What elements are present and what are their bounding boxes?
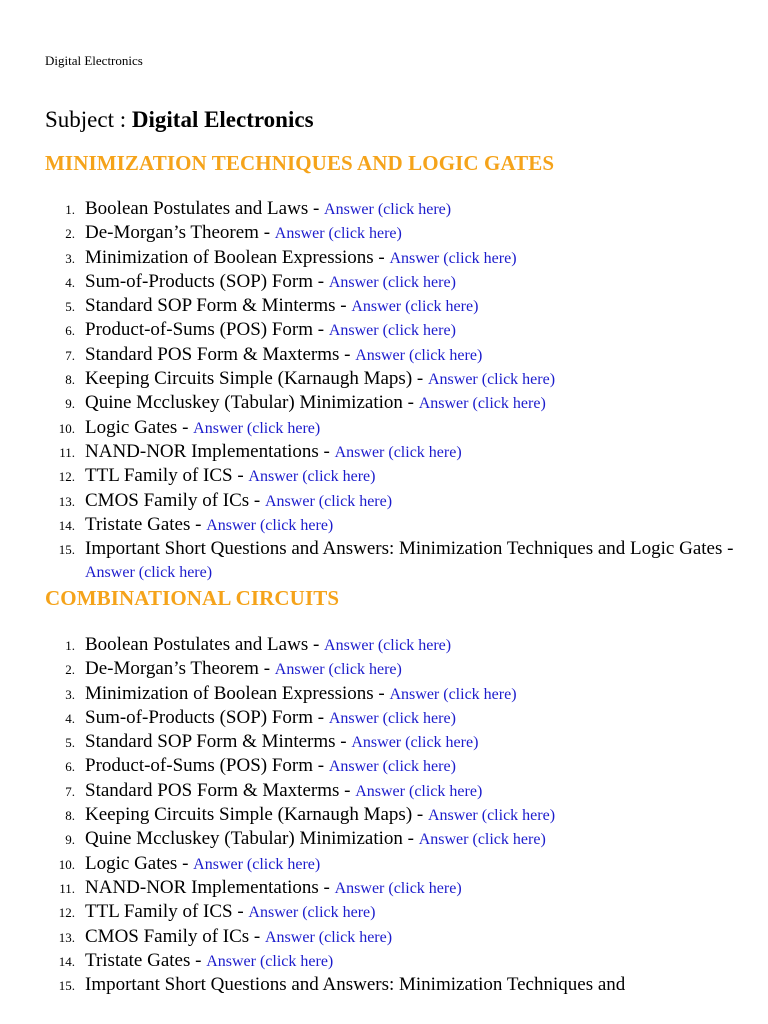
list-item bbox=[45, 827, 745, 851]
topic-title: Standard SOP Form & Minterms - bbox=[85, 731, 352, 753]
answer-link[interactable]: Answer (click here) bbox=[328, 709, 456, 727]
answer-link[interactable]: Answer (click here) bbox=[328, 758, 456, 776]
topic-title: Important Short Questions and Answers: Minimization Techniques and Logic Gates - bbox=[85, 538, 734, 560]
topic-title: CMOS Family of ICs - bbox=[85, 925, 265, 947]
topic-title: Quine Mccluskey (Tabular) Minimization - bbox=[85, 392, 419, 414]
answer-link[interactable]: Answer (click here) bbox=[193, 419, 321, 437]
item-number: 7. bbox=[65, 347, 75, 363]
item-number: 3. bbox=[65, 686, 75, 702]
item-number: 2. bbox=[65, 662, 75, 678]
item-number: 8. bbox=[65, 372, 75, 388]
item-number: 5. bbox=[65, 299, 75, 315]
item-number: 8. bbox=[65, 808, 75, 824]
topic-title: Product-of-Sums (POS) Form - bbox=[85, 755, 329, 777]
answer-link[interactable]: Answer (click here) bbox=[418, 395, 546, 413]
list-item bbox=[45, 973, 745, 996]
list-item bbox=[45, 318, 745, 342]
list-item bbox=[45, 246, 745, 270]
list-item bbox=[45, 876, 745, 900]
answer-link[interactable]: Answer (click here) bbox=[334, 879, 462, 897]
list-item bbox=[45, 416, 745, 440]
item-number: 6. bbox=[65, 323, 75, 339]
list-item bbox=[45, 633, 745, 657]
answer-link[interactable]: Answer (click here) bbox=[328, 273, 456, 291]
item-number: 9. bbox=[65, 396, 75, 412]
list-item bbox=[45, 343, 745, 367]
topic-title: Sum-of-Products (SOP) Form - bbox=[85, 706, 329, 728]
list-item bbox=[45, 949, 745, 973]
topic-title: Tristate Gates - bbox=[85, 513, 207, 535]
list-item bbox=[45, 294, 745, 318]
topic-title: Keeping Circuits Simple (Karnaugh Maps) - bbox=[85, 804, 428, 826]
answer-link[interactable]: Answer (click here) bbox=[355, 782, 483, 800]
topic-title: Sum-of-Products (SOP) Form - bbox=[85, 270, 329, 292]
answer-link[interactable]: Answer (click here) bbox=[427, 807, 556, 825]
item-number: 5. bbox=[65, 735, 75, 751]
item-number: 11. bbox=[59, 880, 75, 896]
section-title: COMBINATIONAL CIRCUITS bbox=[45, 586, 340, 610]
answer-link[interactable]: Answer (click here) bbox=[324, 201, 452, 218]
topic-title: Product-of-Sums (POS) Form - bbox=[85, 319, 329, 341]
list-item bbox=[45, 440, 745, 464]
list-item bbox=[45, 803, 745, 827]
running-header: Digital Electronics bbox=[45, 53, 143, 68]
answer-link[interactable]: Answer (click here) bbox=[355, 346, 483, 364]
answer-link[interactable]: Answer (click here) bbox=[206, 516, 334, 534]
item-number: 13. bbox=[58, 929, 75, 945]
subject-line bbox=[45, 106, 314, 134]
subject-value: Digital Electronics bbox=[131, 107, 314, 132]
item-number: 15. bbox=[58, 978, 75, 994]
list-item bbox=[45, 852, 745, 876]
answer-link[interactable]: Answer (click here) bbox=[274, 661, 402, 679]
list-item bbox=[45, 464, 745, 488]
answer-link[interactable]: Answer (click here) bbox=[351, 298, 479, 316]
topic-title: Quine Mccluskey (Tabular) Minimization - bbox=[85, 828, 419, 850]
item-number: 2. bbox=[65, 226, 75, 242]
item-number: 12. bbox=[58, 905, 75, 921]
section-combinational bbox=[45, 585, 745, 996]
list-item bbox=[45, 367, 745, 391]
answer-link[interactable]: Answer (click here) bbox=[248, 468, 376, 486]
item-number: 4. bbox=[65, 274, 75, 290]
list-item bbox=[45, 730, 745, 754]
answer-link[interactable]: Answer (click here) bbox=[324, 637, 452, 654]
topic-title: Standard POS Form & Maxterms - bbox=[85, 779, 356, 801]
answer-link[interactable]: Answer (click here) bbox=[328, 322, 456, 340]
item-number: 14. bbox=[58, 517, 75, 533]
answer-link[interactable]: Answer (click here) bbox=[265, 492, 393, 510]
subject-label: Subject : bbox=[45, 107, 132, 132]
item-number: 4. bbox=[65, 710, 75, 726]
topic-title: NAND-NOR Implementations - bbox=[85, 876, 335, 898]
answer-link[interactable]: Answer (click here) bbox=[265, 928, 393, 946]
item-number: 10. bbox=[58, 856, 75, 872]
item-number: 6. bbox=[65, 759, 75, 775]
section-minimization bbox=[45, 150, 745, 585]
list-item bbox=[45, 513, 745, 537]
topic-title: Standard POS Form & Maxterms - bbox=[85, 343, 356, 365]
answer-link[interactable]: Answer (click here) bbox=[351, 734, 479, 752]
item-number: 1. bbox=[65, 638, 75, 653]
answer-link[interactable]: Answer (click here) bbox=[206, 952, 334, 970]
list-item bbox=[45, 754, 745, 778]
list-item bbox=[45, 706, 745, 730]
item-number: 9. bbox=[65, 832, 75, 848]
topic-title: Minimization of Boolean Expressions - bbox=[85, 246, 390, 268]
topic-title: TTL Family of ICS - bbox=[85, 901, 249, 923]
list-item bbox=[45, 391, 745, 415]
topic-title: Logic Gates - bbox=[85, 416, 194, 438]
topic-title: Important Short Questions and Answers: Minimization Techniques and bbox=[85, 974, 626, 996]
list-item bbox=[45, 537, 745, 585]
topic-title: CMOS Family of ICs - bbox=[85, 489, 265, 511]
item-number: 1. bbox=[65, 202, 75, 217]
item-number: 14. bbox=[58, 953, 75, 969]
topic-title: De-Morgan’s Theorem - bbox=[85, 658, 275, 680]
topic-title: Minimization of Boolean Expressions - bbox=[85, 682, 390, 704]
topic-title: NAND-NOR Implementations - bbox=[85, 440, 335, 462]
topic-title: Boolean Postulates and Laws - bbox=[85, 634, 325, 655]
topic-list bbox=[45, 633, 745, 996]
list-item bbox=[45, 197, 745, 221]
item-number: 7. bbox=[65, 783, 75, 799]
list-item bbox=[45, 682, 745, 706]
item-number: 15. bbox=[58, 542, 75, 558]
answer-link[interactable]: Answer (click here) bbox=[334, 443, 462, 461]
item-number: 3. bbox=[65, 250, 75, 266]
item-number: 11. bbox=[59, 444, 75, 460]
section-title: MINIMIZATION TECHNIQUES AND LOGIC GATES bbox=[45, 151, 555, 175]
topic-list bbox=[45, 197, 745, 585]
item-number: 10. bbox=[58, 420, 75, 436]
topic-title: Keeping Circuits Simple (Karnaugh Maps) - bbox=[85, 368, 428, 390]
list-item bbox=[45, 925, 745, 949]
topic-title: Tristate Gates - bbox=[85, 949, 207, 971]
answer-link[interactable]: Answer (click here) bbox=[85, 564, 213, 582]
answer-link[interactable]: Answer (click here) bbox=[389, 249, 517, 267]
list-item bbox=[45, 900, 745, 924]
answer-link[interactable]: Answer (click here) bbox=[427, 371, 556, 389]
item-number: 13. bbox=[58, 493, 75, 509]
answer-link[interactable]: Answer (click here) bbox=[389, 685, 517, 703]
list-item bbox=[45, 489, 745, 513]
topic-title: Standard SOP Form & Minterms - bbox=[85, 295, 352, 317]
list-item bbox=[45, 221, 745, 245]
topic-title: Logic Gates - bbox=[85, 852, 194, 874]
answer-link[interactable]: Answer (click here) bbox=[248, 904, 376, 922]
topic-title: TTL Family of ICS - bbox=[85, 465, 249, 487]
list-item bbox=[45, 657, 745, 681]
answer-link[interactable]: Answer (click here) bbox=[418, 831, 546, 849]
list-item bbox=[45, 779, 745, 803]
topic-title: De-Morgan’s Theorem - bbox=[85, 222, 275, 244]
item-number: 12. bbox=[58, 469, 75, 485]
answer-link[interactable]: Answer (click here) bbox=[274, 225, 402, 243]
answer-link[interactable]: Answer (click here) bbox=[193, 855, 321, 873]
topic-title: Boolean Postulates and Laws - bbox=[85, 198, 325, 219]
list-item bbox=[45, 270, 745, 294]
